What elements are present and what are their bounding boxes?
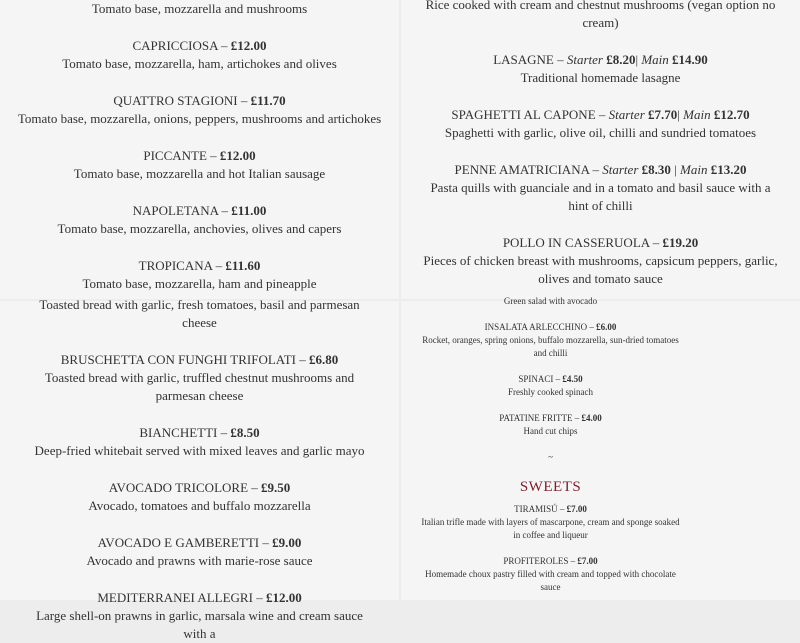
- item-description: Tomato base, mozzarella and hot Italian sausage: [73, 166, 326, 181]
- item-description: Pieces of chicken breast with mushrooms, capsicum peppers, garlic, olives and tomato sauce: [423, 253, 778, 286]
- sides-sweets-menu-panel: [401, 296, 800, 600]
- item-description: Rocket, oranges, spring onions, buffalo mozzarella, sun-dried tomatoes and chilli: [422, 335, 679, 358]
- menu-item-title: PENNE AMATRICIANA – Starter £8.30 | Main £13.20: [454, 162, 747, 177]
- menu-item-title: SPAGHETTI AL CAPONE – Starter £7.70| Main £12.70: [451, 107, 750, 122]
- sweets-heading: SWEETS: [519, 479, 582, 495]
- menu-item-title: POLLO IN CASSERUOLA – £19.20: [502, 235, 699, 250]
- item-description: Green salad with avocado: [503, 296, 598, 306]
- pizza-menu-panel: [0, 0, 399, 299]
- item-description: Tomato base, mozzarella, ham and pineapple: [82, 276, 317, 291]
- starters-menu-panel: [0, 297, 399, 641]
- menu-item-title: TROPICANA – £11.60: [138, 258, 261, 273]
- sides-sweets-list: [401, 295, 800, 594]
- menu-item-title: QUATTRO STAGIONI – £11.70: [113, 93, 286, 108]
- item-description: Tomato base, mozzarella, anchovies, olives and capers: [57, 221, 342, 236]
- item-description: Traditional homemade lasagne: [520, 70, 681, 85]
- item-description: Hand cut chips: [523, 426, 578, 436]
- item-description: Avocado and prawns with marie-rose sauce: [86, 553, 313, 568]
- pizza-list: [0, 0, 399, 293]
- item-description: Avocado, tomatoes and buffalo mozzarella: [88, 498, 311, 513]
- item-description: Tomato base, mozzarella and mushrooms: [91, 1, 308, 16]
- menu-item-title: PICCANTE – £12.00: [143, 148, 256, 163]
- menu-item-title: PROFITEROLES – £7.00: [503, 556, 598, 566]
- section-divider: ~: [548, 452, 553, 462]
- item-description: Freshly cooked spinach: [508, 387, 593, 397]
- item-description: Homemade choux pastry filled with cream and topped with chocolate sauce: [425, 569, 676, 592]
- menu-item-title: LASAGNE – Starter £8.20| Main £14.90: [493, 52, 708, 67]
- item-description: Spaghetti with garlic, olive oil, chilli and sundried tomatoes: [444, 125, 757, 140]
- item-description: Pasta quills with guanciale and in a tomato and basil sauce with a hint of chilli: [430, 180, 771, 213]
- menu-item-title: INSALATA ARLECCHINO – £6.00: [484, 322, 617, 332]
- item-description: Italian trifle made with layers of mascarpone, cream and sponge soaked in coffee and liqueur: [421, 517, 680, 540]
- menu-item-title: CAPRICCIOSA – £12.00: [132, 38, 267, 53]
- menu-item-title: PATATINE FRITTE – £4.00: [499, 413, 602, 423]
- menu-item-title: AVOCADO E GAMBERETTI – £9.00: [97, 535, 302, 550]
- menu-item-title: MEDITERRANEI ALLEGRI – £12.00: [97, 590, 302, 605]
- mains-list: [401, 0, 800, 288]
- menu-item-title: BIANCHETTI – £8.50: [139, 425, 260, 440]
- starters-list: [0, 296, 399, 643]
- menu-item-title: BRUSCHETTA CON FUNGHI TRIFOLATI – £6.80: [60, 352, 339, 367]
- menu-item-title: TIRAMISÚ – £7.00: [514, 504, 587, 514]
- item-description: Deep-fried whitebait served with mixed leaves and garlic mayo: [34, 443, 365, 458]
- menu-item-title: NAPOLETANA – £11.00: [132, 203, 267, 218]
- item-description: Toasted bread with garlic, truffled chestnut mushrooms and parmesan cheese: [44, 370, 355, 403]
- item-description: Rice cooked with cream and chestnut mushrooms (vegan option no cream): [425, 0, 776, 30]
- menu-item-title: SPINACI – £4.50: [518, 374, 583, 384]
- item-description: Toasted bread with garlic, fresh tomatoes, basil and parmesan cheese: [39, 297, 360, 330]
- item-description: Tomato base, mozzarella, ham, artichokes and olives: [62, 56, 337, 71]
- item-description: Tomato base, mozzarella, onions, peppers, mushrooms and artichokes: [17, 111, 382, 126]
- menu-item-title: AVOCADO TRICOLORE – £9.50: [108, 480, 291, 495]
- mains-menu-panel: [401, 0, 800, 299]
- item-description: Large shell-on prawns in garlic, marsala wine and cream sauce with a: [36, 608, 363, 641]
